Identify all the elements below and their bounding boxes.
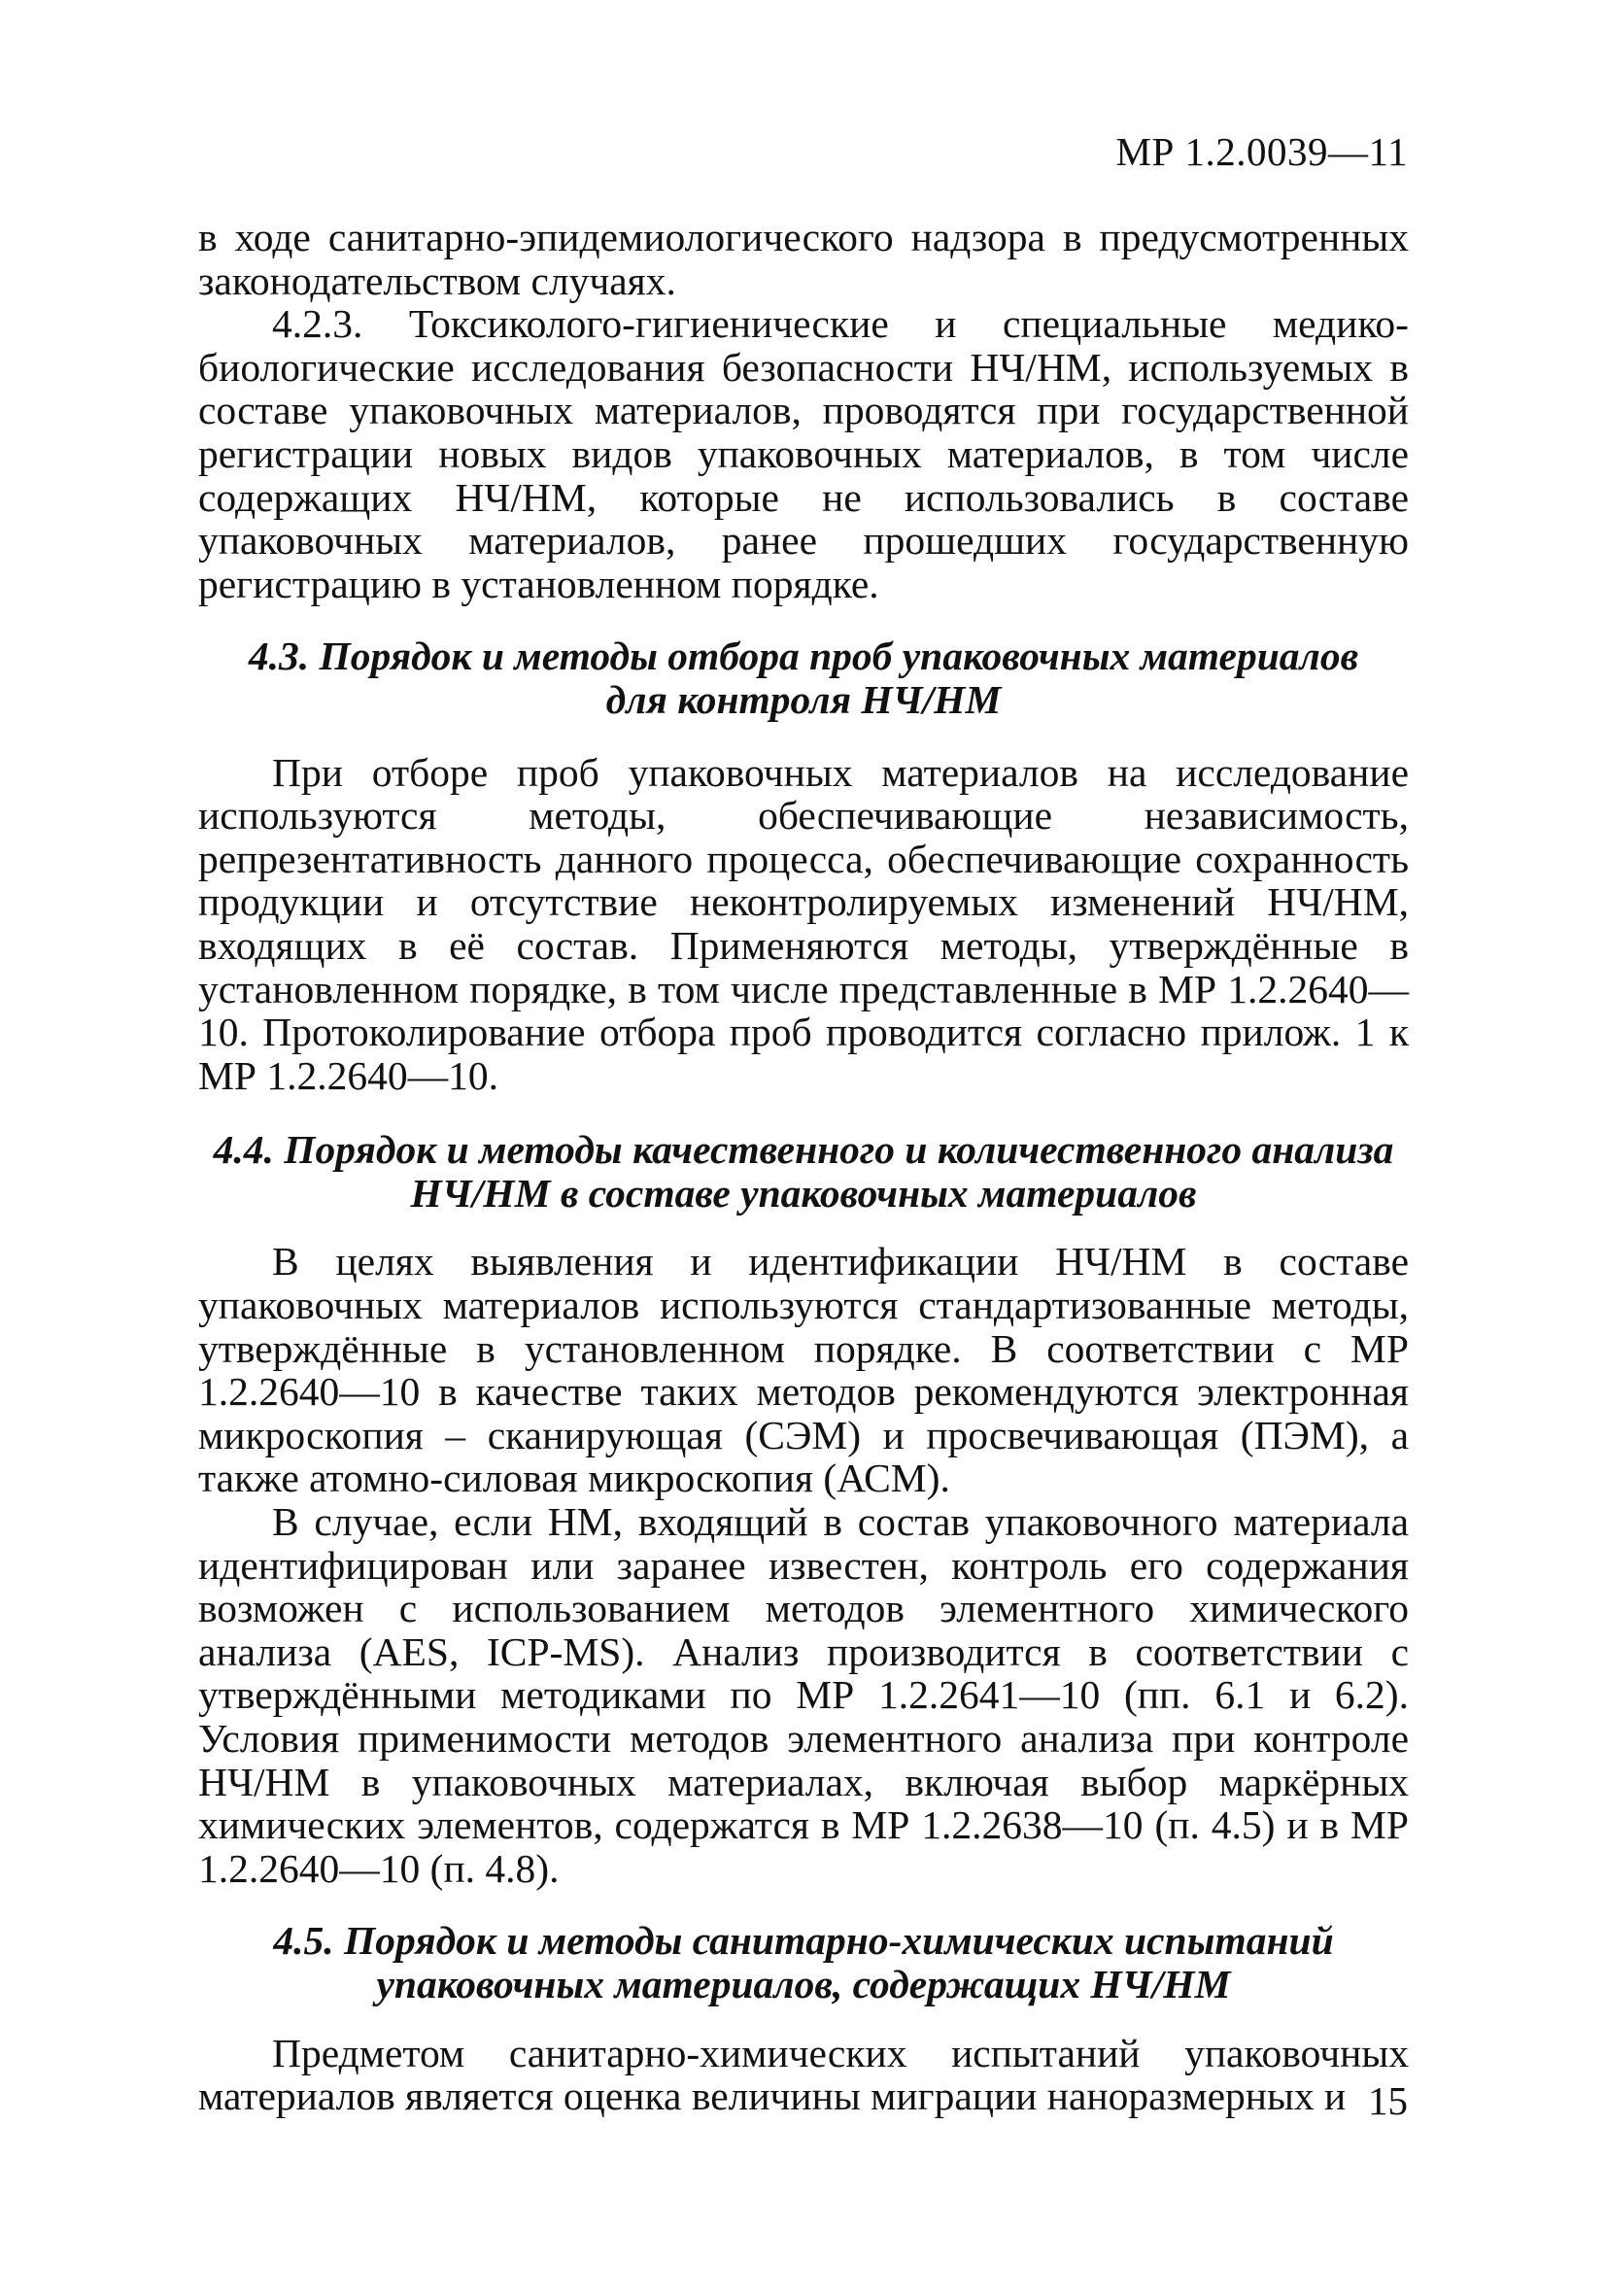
section-heading-4-4-line-1: 4.4. Порядок и методы качественного и количественного анализа xyxy=(213,1127,1394,1173)
section-heading-4-3-line-1: 4.3. Порядок и методы отбора проб упаковочных материалов xyxy=(248,634,1359,679)
section-heading-4-5 xyxy=(198,1919,1409,2005)
section-heading-4-4-line-2: НЧ/НМ в составе упаковочных материалов xyxy=(410,1170,1197,1216)
section-heading-4-4 xyxy=(198,1128,1409,1215)
paragraph-4-4-body-2: В случае, если НМ, входящий в состав упаковочного материала идентифицирован или заранее известен, контроль его содержания возможен с использованием методов элементного химического анализа (AES, ICP-MS). Анализ производится в соответствии с утверждёнными методиками по МР 1.2.2641—10 (пп. 6.1 и 6.2). Условия применимости методов элементного анализа при контроле НЧ/НМ в упаковочных материалах, включая выбор маркёрных химических элементов, содержатся в МР 1.2.2638—10 (п. 4.5) и в МР 1.2.2640—10 (п. 4.8). xyxy=(198,1499,1409,1891)
running-head-document-code: МР 1.2.0039—11 xyxy=(1115,129,1408,174)
section-heading-4-3 xyxy=(198,634,1409,721)
paragraph-4-4-body-1: В целях выявления и идентификации НЧ/НМ в составе упаковочных материалов используются стандартизованные методы, утверждённые в установленном порядке. В соответствии с МР 1.2.2640—10 в качестве таких методов рекомендуются электронная микроскопия – сканирующая (СЭМ) и просвечивающая (ПЭМ), а также атомно-силовая микроскопия (АСМ). xyxy=(198,1239,1409,1501)
section-heading-4-5-line-1: 4.5. Порядок и методы санитарно-химических испытаний xyxy=(273,1918,1334,1964)
section-heading-4-3-line-2: для контроля НЧ/НМ xyxy=(605,676,1002,722)
page-number: 15 xyxy=(1368,2078,1408,2123)
paragraph-continuation: в ходе санитарно-эпидемиологического надзора в предусмотренных законодательством случаях. xyxy=(198,215,1409,303)
paragraph-4-3-body: При отборе проб упаковочных материалов на исследование используются методы, обеспечивающие независимость, репрезентативность данного процесса, обеспечивающие сохранность продукции и отсутствие неконтролируемых изменений НЧ/НМ, входящих в её состав. Применяются методы, утверждённые в установленном порядке, в том числе представленные в МР 1.2.2640—10. Протоколирование отбора проб проводится согласно прилож. 1 к МР 1.2.2640—10. xyxy=(198,749,1409,1098)
paragraph-4-2-3: 4.2.3. Токсиколого-гигиенические и специальные медико-биологические исследования безопасности НЧ/НМ, используемых в составе упаковочных материалов, проводятся при государственной регистрации новых видов упаковочных материалов, в том числе содержащих НЧ/НМ, которые не использовались в составе упаковочных материалов, ранее прошедших государственную регистрацию в установленном порядке. xyxy=(198,301,1409,606)
paragraph-4-5-body: Предметом санитарно-химических испытаний упаковочных материалов является оценка величины миграции наноразмерных и xyxy=(198,2030,1409,2119)
section-heading-4-5-line-2: упаковочных материалов, содержащих НЧ/НМ xyxy=(376,1961,1231,2006)
page-body xyxy=(198,216,1409,2118)
